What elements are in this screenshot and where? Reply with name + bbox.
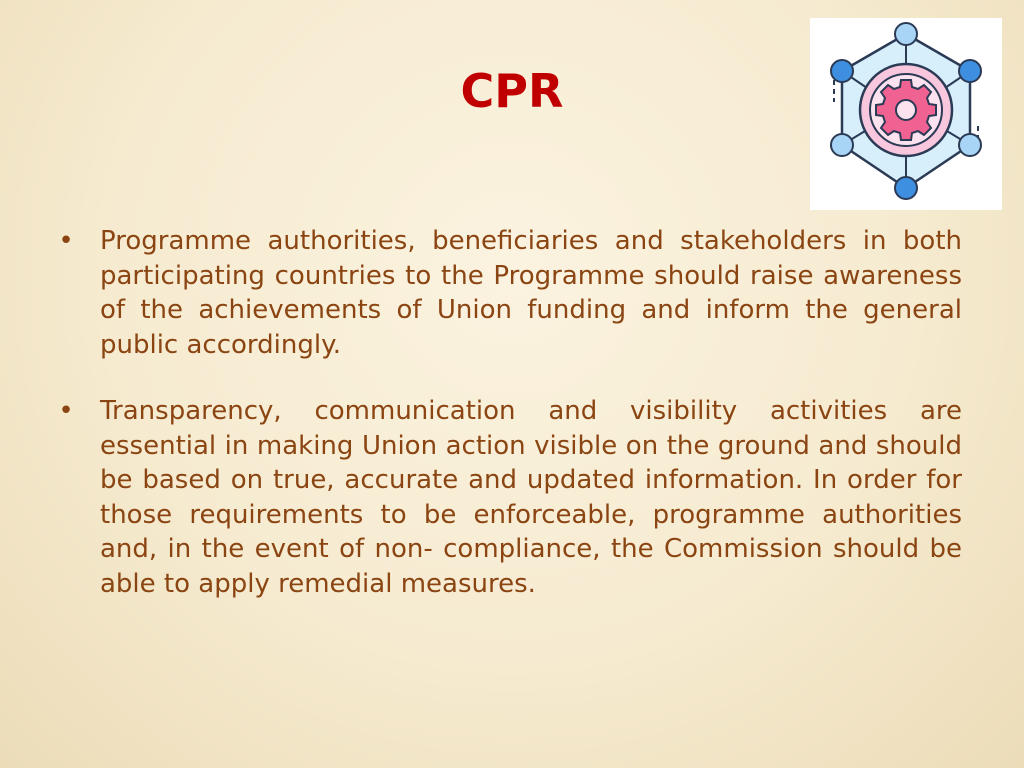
network-gear-icon — [810, 18, 1002, 210]
bullet-marker: • — [58, 226, 74, 256]
bullet-item — [56, 224, 962, 362]
bullet-text: Programme authorities, beneficiaries and stakeholders in both participating countries to the Programme should raise awareness of the achievements of Union funding and inform the general public accordingly. — [100, 226, 962, 360]
bullet-marker: • — [58, 396, 74, 426]
bullet-item — [56, 394, 962, 601]
bullet-text: Transparency, communication and visibility activities are essential in making Union action visible on the ground and should be based on true, accurate and updated information. In order for those requirements to be enforceable, programme authorities and, in the event of non- compliance, the Commission should be able to apply remedial measures. — [100, 396, 962, 599]
bullet-list — [56, 224, 962, 633]
slide-title: CPR — [460, 64, 564, 118]
